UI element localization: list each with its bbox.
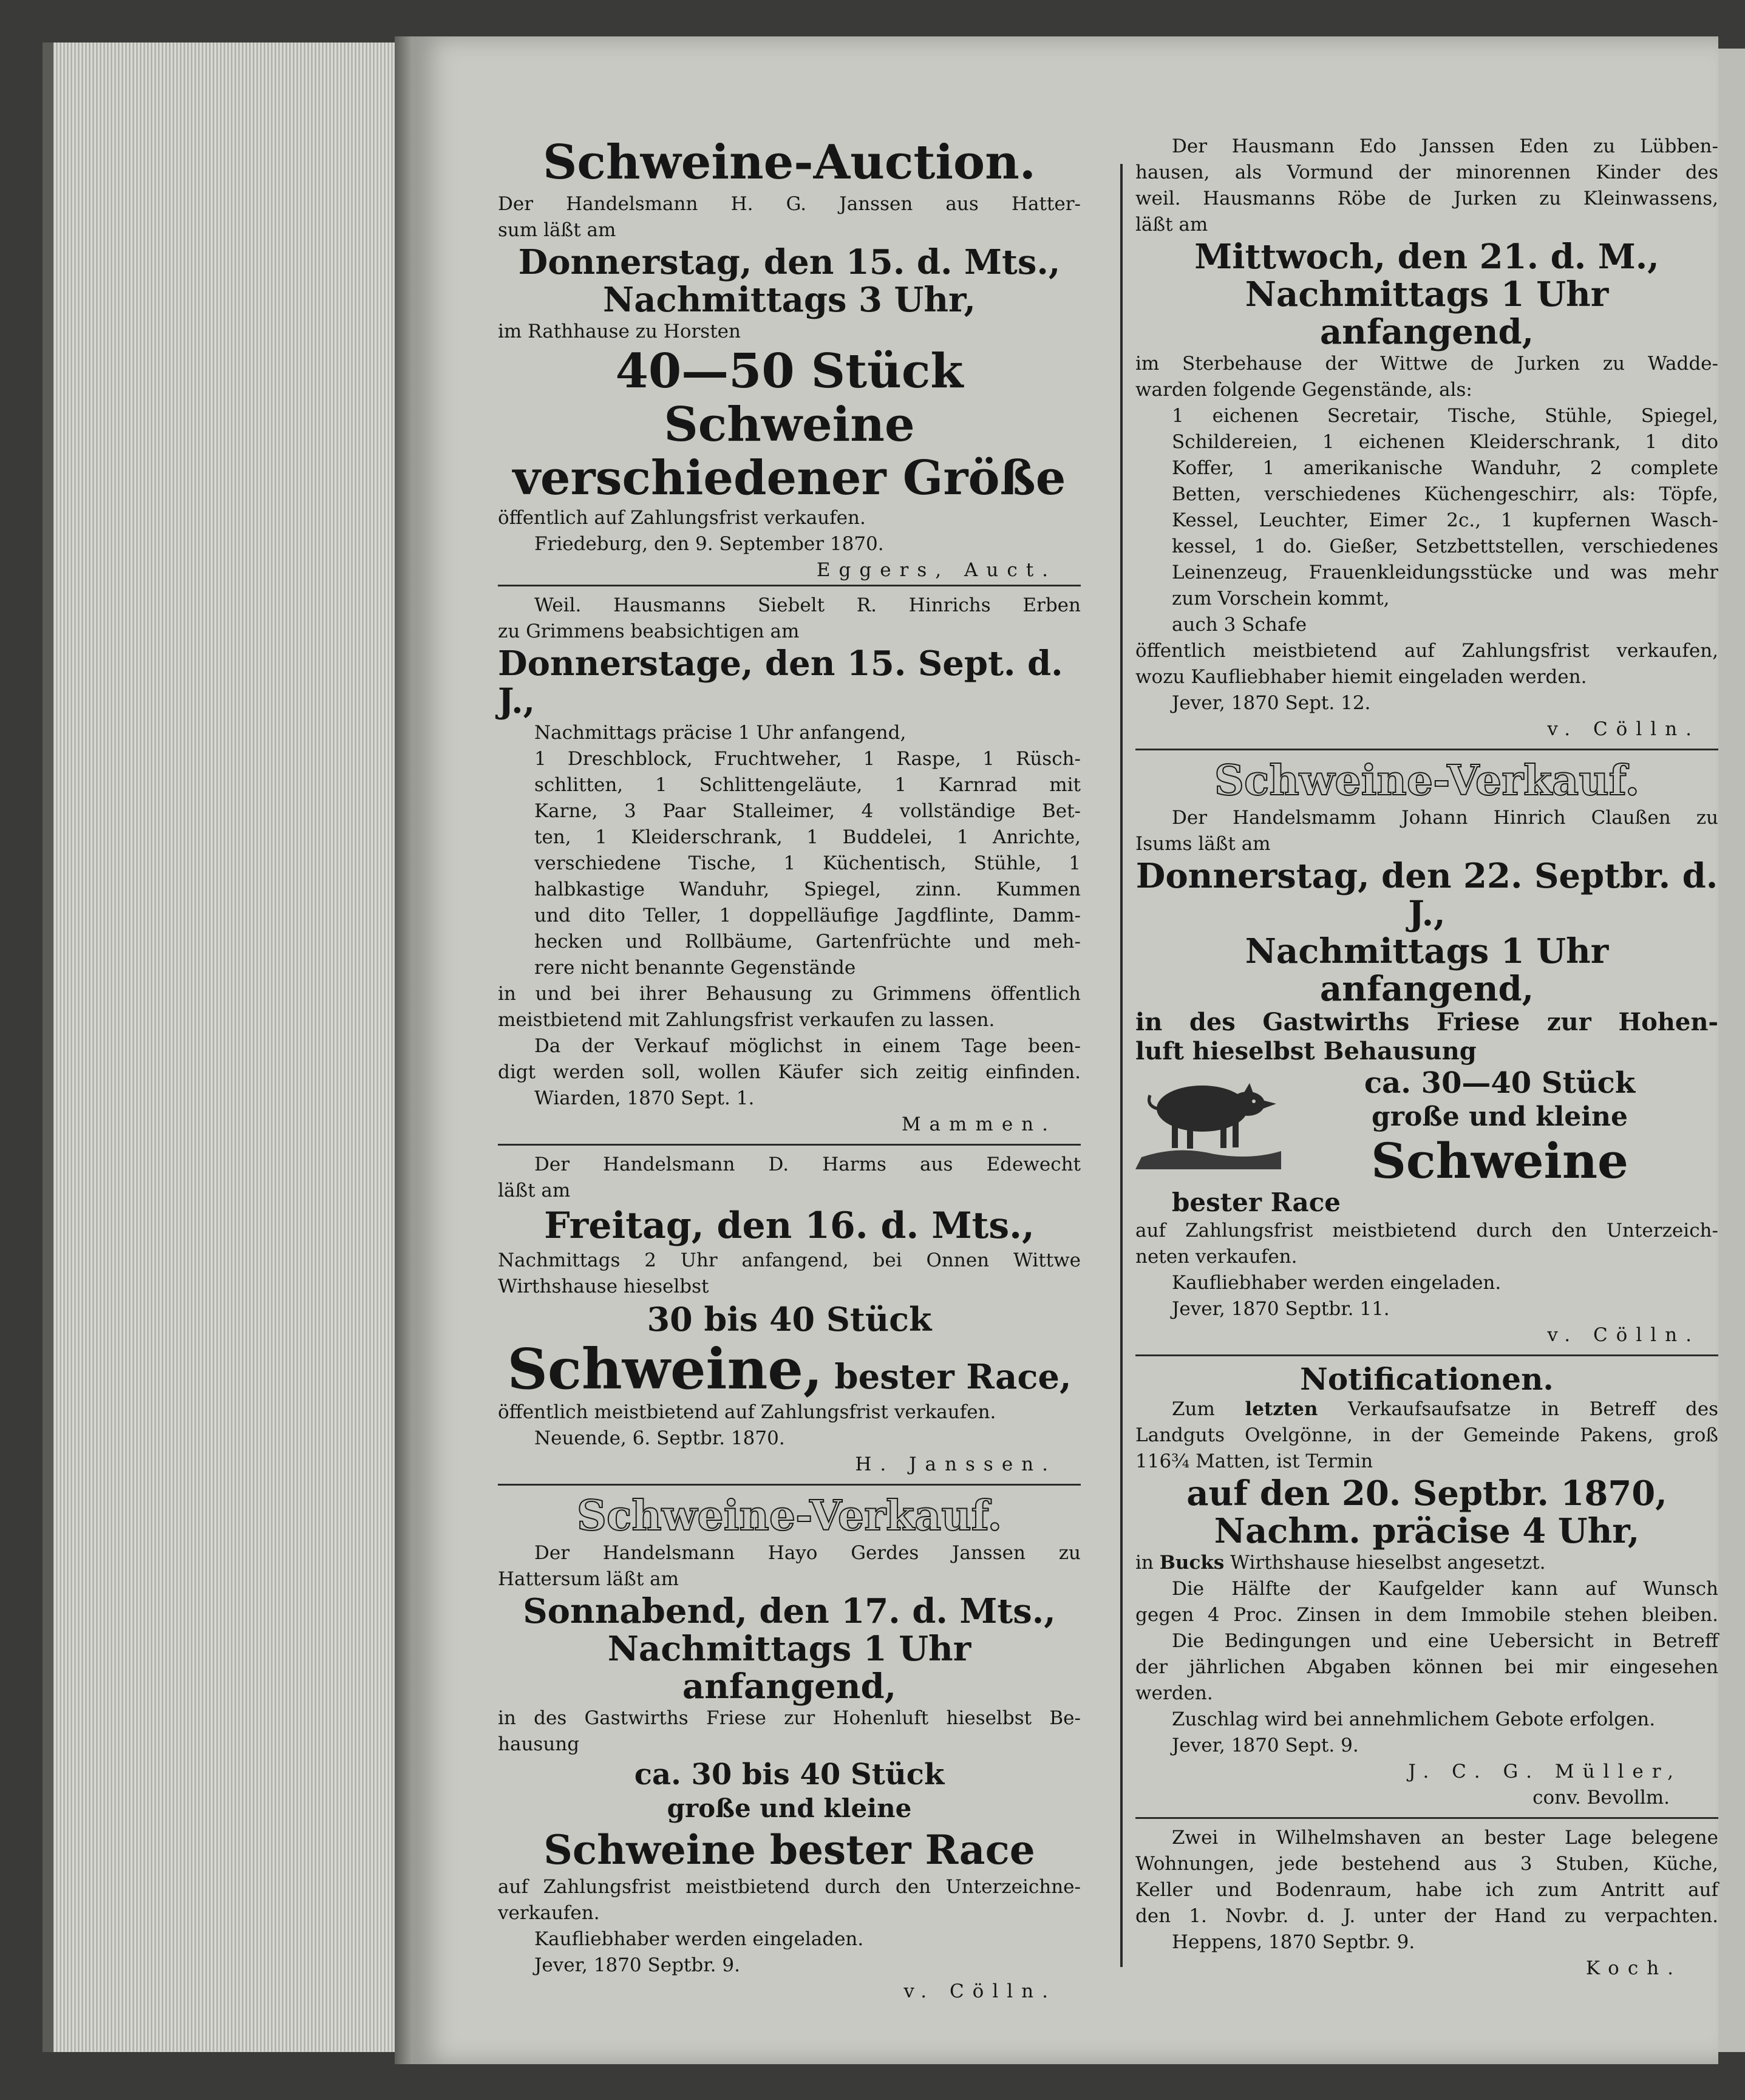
text-line: Die Bedingungen und eine Uebersicht in Betreff (1172, 1630, 1718, 1652)
emphasis-text: Bucks (1159, 1552, 1225, 1574)
text-line (1135, 1396, 1718, 1422)
text-line: läßt am (498, 1180, 571, 1201)
gutter-shadow (395, 36, 413, 2064)
headline-race: Schweine bester Race (543, 1826, 1035, 1874)
signature: J. C. G. Müller, (1408, 1761, 1682, 1782)
text-line: in und bei ihrer Behausung zu Grimmens öffentlich (498, 983, 1081, 1005)
text-line: im Sterbehause der Wittwe de Jurken zu Wadde- (1135, 353, 1718, 375)
headline-quantity: ca. 30—40 Stück (1364, 1066, 1636, 1100)
text-line: 1 Dreschblock, Fruchtweher, 1 Raspe, 1 Rüsch- (534, 748, 1081, 770)
ad-title: Schweine-Verkauf. (576, 1492, 1002, 1540)
column-divider (1120, 164, 1123, 1967)
text-fragment: in (1135, 1552, 1160, 1574)
text-line: Der Handelsmann H. G. Janssen aus Hatter- (498, 193, 1081, 215)
auction-time: Nachmittags 1 Uhr anfangend, (1245, 931, 1609, 1009)
text-line: öffentlich meistbietend auf Zahlungsfrist verkaufen, (1135, 640, 1718, 662)
section-title: Notificationen. (1300, 1361, 1554, 1397)
text-line: Keller und Bodenraum, habe ich zum Antritt auf (1135, 1879, 1718, 1901)
text-line: zum Vorschein kommt, (1172, 588, 1390, 610)
ad-separator (498, 1484, 1081, 1486)
headline-race (498, 1336, 1081, 1402)
text-line: Hattersum läßt am (498, 1568, 679, 1590)
signature: v. Cölln. (1547, 1324, 1700, 1346)
emphasis-text: letzten (1245, 1398, 1318, 1420)
text-line: kessel, 1 do. Gießer, Setzbettstellen, verschiedenes (1172, 535, 1718, 557)
text-fragment: Wirthshause hieselbst angesetzt. (1224, 1552, 1546, 1574)
left-column (498, 36, 1081, 2005)
text-line: ten, 1 Kleiderschrank, 1 Buddelei, 1 Anrichte, (534, 826, 1081, 848)
pig-woodcut-icon (1135, 1066, 1281, 1169)
venue-line: in des Gastwirths Friese zur Hohen- (1135, 1008, 1718, 1036)
signature: Eggers, Auct. (816, 559, 1056, 581)
right-column (1135, 36, 1718, 1982)
text-fragment: Verkaufsaufsatze in Betreff des (1318, 1398, 1718, 1420)
headline-quantity: 40—50 Stück Schweine (615, 344, 964, 452)
text-line: wozu Kaufliebhaber hiemit eingeladen werden. (1135, 666, 1587, 688)
headline-schweine: Schweine, (507, 1336, 823, 1402)
auction-time: Nachmittags 1 Uhr anfangend, (607, 1629, 971, 1707)
text-line: warden folgende Gegenstände, als: (1135, 379, 1472, 401)
text-line: Karne, 3 Paar Stalleimer, 4 vollständige Bet- (534, 800, 1081, 822)
text-line: 116¾ Matten, ist Termin (1135, 1450, 1373, 1472)
auction-date: Freitag, den 16. d. Mts., (544, 1205, 1035, 1247)
signature: v. Cölln. (903, 1980, 1056, 2002)
headline-size: große und kleine (1372, 1101, 1628, 1132)
text-line: Landguts Ovelgönne, in der Gemeinde Pakens, groß (1135, 1424, 1718, 1446)
text-line: digt werden soll, wollen Käufer sich zeitig einfinden. (498, 1061, 1081, 1083)
text-line: Betten, verschiedenes Küchengeschirr, als: Töpfe, (1172, 483, 1718, 505)
auction-date: Mittwoch, den 21. d. M., (1194, 237, 1659, 277)
text-line: läßt am (1135, 214, 1208, 236)
text-line: rere nicht benannte Gegenstände (534, 957, 856, 979)
text-line: verkaufen. (498, 1902, 600, 1924)
auction-date: Sonnabend, den 17. d. Mts., (523, 1591, 1056, 1631)
text-line: Wirthshause hieselbst (498, 1276, 709, 1297)
place-date-line: Jever, 1870 Septbr. 9. (534, 1954, 740, 1976)
notice-notificationen (1135, 1362, 1718, 1811)
text-line: Nachmittags präcise 1 Uhr anfangend, (534, 722, 907, 744)
newspaper-page (413, 36, 1718, 2064)
text-line: Isums läßt am (1135, 833, 1271, 855)
headline-quantity: ca. 30 bis 40 Stück (634, 1758, 945, 1792)
text-line: verschiedene Tische, 1 Küchentisch, Stühle, 1 (534, 852, 1081, 874)
text-line: Der Handelsmann Hayo Gerdes Janssen zu (534, 1542, 1081, 1564)
text-line: hecken und Rollbäume, Gartenfrüchte und meh- (534, 931, 1081, 953)
text-line: Der Hausmann Edo Janssen Eden zu Lübben- (1172, 135, 1718, 157)
text-line: Wohnungen, jede bestehend aus 3 Stuben, Küche, (1135, 1853, 1718, 1875)
text-line: Der Handelsmann D. Harms aus Edewecht (534, 1154, 1081, 1175)
text-line: im Rathhause zu Horsten (498, 321, 741, 342)
signature: Mammen. (901, 1113, 1056, 1135)
text-line (1135, 1550, 1718, 1576)
text-line: 1 eichenen Secretair, Tische, Stühle, Spiegel, (1172, 405, 1718, 427)
text-line: auch 3 Schafe (1172, 614, 1307, 636)
signature: Koch. (1585, 1957, 1682, 1979)
headline-bester-race: bester Race, (822, 1357, 1072, 1397)
ad-hinrichs-erben (498, 593, 1081, 1138)
signature: H. Janssen. (855, 1453, 1056, 1475)
text-line: halbkastige Wanduhr, Spiegel, zinn. Kummen (534, 878, 1081, 900)
text-line: Da der Verkauf möglichst in einem Tage been- (534, 1035, 1081, 1057)
place-date-line: Jever, 1870 Sept. 12. (1172, 692, 1371, 714)
text-line: sum läßt am (498, 219, 616, 241)
auction-time: Nachmittags 3 Uhr, (603, 280, 976, 320)
ad-separator (1135, 749, 1718, 750)
text-line: meistbietend mit Zahlungsfrist verkaufen zu lassen. (498, 1009, 995, 1031)
page-edges (43, 42, 424, 2052)
pig-advert-text (1281, 1066, 1718, 1188)
text-line: öffentlich meistbietend auf Zahlungsfrist verkaufen. (498, 1401, 996, 1423)
pig-advert-block (1135, 1066, 1718, 1188)
text-line: hausen, als Vormund der minorennen Kinder des (1135, 161, 1718, 183)
ad-claussen (1135, 756, 1718, 1348)
text-line: weil. Hausmanns Röbe de Jurken zu Kleinwassens, (1135, 188, 1718, 209)
venue-line: luft hieselbst Behausung (1135, 1037, 1477, 1065)
auction-date: Donnerstage, den 15. Sept. d. J., (498, 644, 1063, 721)
place-date-line: Heppens, 1870 Septbr. 9. (1172, 1931, 1415, 1953)
text-line: Der Handelsmamm Johann Hinrich Claußen zu (1172, 807, 1718, 829)
text-line: gegen 4 Proc. Zinsen in dem Immobile stehen bleiben. (1135, 1604, 1718, 1626)
auction-time: Nachm. präcise 4 Uhr, (1214, 1511, 1640, 1551)
text-line: Kaufliebhaber werden eingeladen. (534, 1928, 864, 1950)
text-line: Nachmittags 2 Uhr anfangend, bei Onnen Wittwe (498, 1249, 1081, 1271)
text-line: den 1. Novbr. d. J. unter der Hand zu verpachten. (1135, 1905, 1718, 1927)
text-line: hausung (498, 1733, 580, 1755)
text-line: in des Gastwirths Friese zur Hohenluft hieselbst Be- (498, 1707, 1081, 1729)
ad-edo-janssen (1135, 36, 1718, 742)
text-line: Schildereien, 1 eichenen Kleiderschrank, 1 dito (1172, 431, 1718, 453)
headline-schweine: Schweine (1371, 1132, 1628, 1189)
signature: v. Cölln. (1547, 718, 1700, 740)
text-line: Leinenzeug, Frauenkleidungsstücke und was mehr (1172, 562, 1718, 583)
text-line: Weil. Hausmanns Siebelt R. Hinrichs Erben (534, 594, 1081, 616)
place-date-line: Friedeburg, den 9. September 1870. (534, 533, 884, 555)
ad-schweine-auction (498, 36, 1081, 583)
text-fragment: Zum (1172, 1398, 1245, 1420)
ad-wohnungen (1135, 1825, 1718, 1982)
text-line: Die Hälfte der Kaufgelder kann auf Wunsch (1172, 1578, 1718, 1600)
text-line: Koffer, 1 amerikanische Wanduhr, 2 complete (1172, 457, 1718, 479)
ad-separator (1135, 1817, 1718, 1819)
place-date-line: Neuende, 6. Septbr. 1870. (534, 1427, 785, 1449)
auction-date: auf den 20. Septbr. 1870, (1186, 1473, 1667, 1514)
ad-gerdes-janssen (498, 1492, 1081, 2005)
text-line: und dito Teller, 1 doppelläufige Jagdflinte, Damm- (534, 905, 1081, 926)
headline-quantity: 30 bis 40 Stück (647, 1300, 932, 1339)
ad-separator (1135, 1354, 1718, 1356)
auction-date: Donnerstag, den 22. Septbr. d. J., (1135, 856, 1718, 934)
place-date-line: Jever, 1870 Septbr. 11. (1172, 1298, 1390, 1320)
ad-separator (498, 1144, 1081, 1146)
text-line: Zuschlag wird bei annehmlichem Gebote erfolgen. (1172, 1708, 1656, 1730)
ad-title: Schweine-Verkauf. (1214, 756, 1640, 805)
auction-time: Nachmittags 1 Uhr anfangend, (1245, 274, 1609, 352)
text-line: Kessel, Leuchter, Eimer 2c., 1 kupfernen Wasch- (1172, 509, 1718, 531)
headline-race: bester Race (1172, 1188, 1341, 1217)
text-line: schlitten, 1 Schlittengeläute, 1 Karnrad mit (534, 774, 1081, 796)
place-date-line: Wiarden, 1870 Sept. 1. (534, 1087, 755, 1109)
text-line: auf Zahlungsfrist meistbietend durch den Unterzeich- (1135, 1220, 1718, 1242)
text-line: zu Grimmens beabsichtigen am (498, 620, 800, 642)
text-line: öffentlich auf Zahlungsfrist verkaufen. (498, 507, 866, 529)
headline-size: verschiedener Größe (512, 450, 1066, 506)
headline-size: große und kleine (667, 1793, 912, 1823)
ad-title: Schweine-Auction. (543, 135, 1036, 190)
text-line: der jährlichen Abgaben können bei mir eingesehen (1135, 1656, 1718, 1678)
ad-harms (498, 1152, 1081, 1478)
place-date-line: Jever, 1870 Sept. 9. (1172, 1735, 1359, 1756)
text-line: werden. (1135, 1682, 1213, 1704)
signature-title: conv. Bevollm. (1532, 1787, 1670, 1809)
text-line: auf Zahlungsfrist meistbietend durch den Unterzeichne- (498, 1876, 1081, 1898)
ad-separator (498, 585, 1081, 586)
text-line: Zwei in Wilhelmshaven an bester Lage belegene (1172, 1827, 1718, 1849)
text-line: Kaufliebhaber werden eingeladen. (1172, 1272, 1502, 1294)
auction-date: Donnerstag, den 15. d. Mts., (518, 242, 1061, 282)
text-line: neten verkaufen. (1135, 1246, 1298, 1268)
